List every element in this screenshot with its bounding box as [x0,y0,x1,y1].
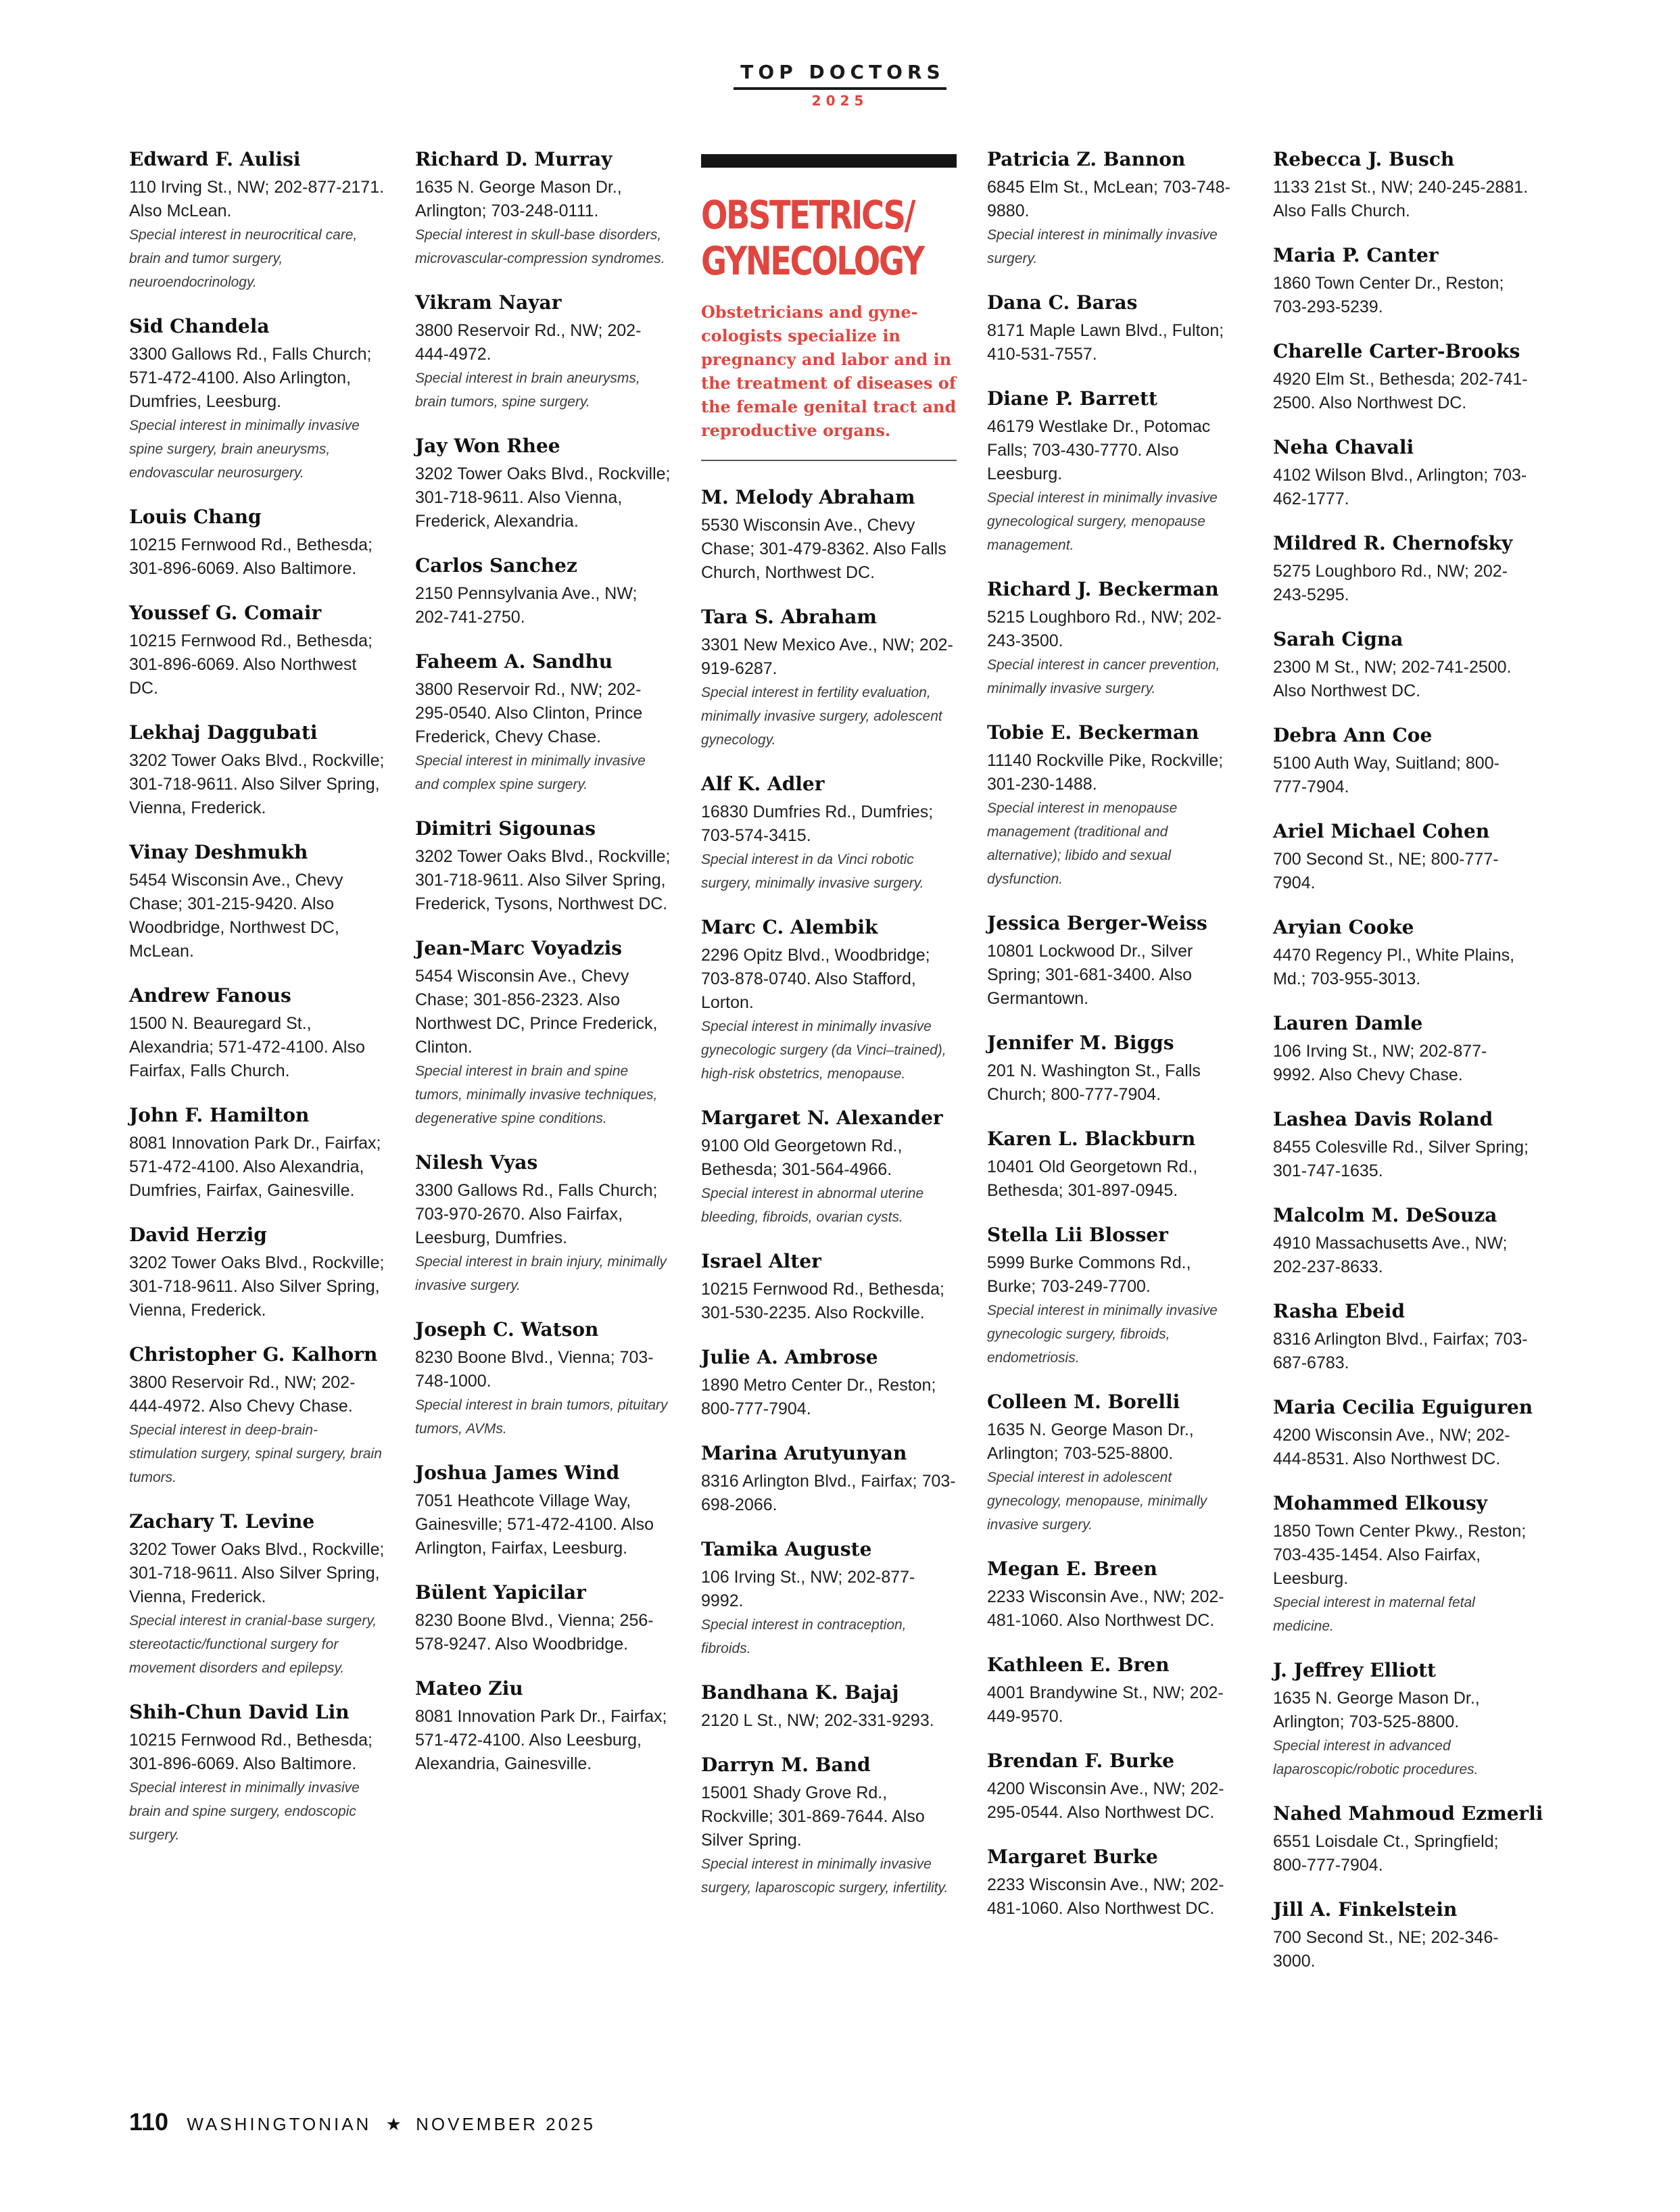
doctor-entry [701,772,957,895]
column-4 [987,147,1243,1941]
doctor-entry [701,1249,957,1325]
doctor-special-interest: Special interest in brain injury, minimally invasive surgery. [415,1254,667,1293]
doctor-name: Faheem A. Sandhu [415,650,613,673]
doctor-entry [415,147,671,270]
doctor-entry [415,1677,671,1776]
doctor-address: 8230 Boone Blvd., Vienna; 703-748-1000. [415,1348,654,1391]
doctor-special-interest: Special interest in brain tumors, pituitary tumors, AVMs. [415,1397,668,1437]
doctor-name: David Herzig [129,1224,267,1246]
section-year: 2025 [811,93,869,109]
section-title [701,192,955,284]
section-rule-bar [701,154,957,168]
doctor-address: 5454 Wisconsin Ave., Chevy Chase; 301-856-2323. Also Northwest DC, Prince Frederick, Clinton. [415,967,658,1057]
doctor-address: 7051 Heathcote Village Way, Gainesville; 571-472-4100. Also Arlington, Fairfax, Leesburg. [415,1491,654,1558]
doctor-address: 3202 Tower Oaks Blvd., Rockville; 301-718-9611. Also Silver Spring, Vienna, Frederick. [129,1540,385,1606]
doctor-address: 5100 Auth Way, Suitland; 800-777-7904. [1273,754,1499,796]
doctor-name: Sid Chandela [129,315,270,337]
doctor-special-interest: Special interest in adolescent gynecology, menopause, minimally invasive surgery. [987,1470,1207,1533]
doctor-name: Christopher G. Kalhorn [129,1343,378,1366]
doctor-address: 4001 Brandywine St., NW; 202-449-9570. [987,1683,1224,1726]
doctor-entry [129,1223,385,1322]
doctor-entry [129,1103,385,1203]
doctor-entry [701,1345,957,1421]
doctor-entry [701,1106,957,1229]
section-title-line-2: GYNECOLOGY [701,238,923,284]
doctor-name: J. Jeffrey Elliott [1273,1659,1436,1681]
doctor-name: Lauren Damle [1273,1012,1423,1034]
doctor-address: 2233 Wisconsin Ave., NW; 202-481-1060. Also Northwest DC. [987,1875,1224,1918]
doctor-entry [987,721,1243,891]
doctor-special-interest: Special interest in minimally invasive surgery. [987,227,1218,266]
doctor-entry [1273,531,1529,607]
doctor-special-interest: Special interest in brain aneurysms, brain tumors, spine surgery. [415,370,640,410]
doctor-name: M. Melody Abraham [701,486,915,508]
doctor-address: 3800 Reservoir Rd., NW; 202-444-4972. [415,321,642,364]
column-1 [129,147,385,1867]
doctor-entry [415,291,671,414]
doctor-entry [1273,1658,1529,1781]
doctor-entry [701,1681,957,1733]
doctor-name: Marina Arutyunyan [701,1442,907,1464]
doctor-entry [129,601,385,700]
doctor-name: Joseph C. Watson [415,1318,599,1341]
doctor-address: 1890 Metro Center Dr., Reston; 800-777-7904. [701,1376,936,1418]
doctor-entry [987,1845,1243,1921]
doctor-special-interest: Special interest in menopause management (traditional and alternative); libido and sexual dysfunction. [987,800,1178,887]
doctor-name: Colleen M. Borelli [987,1391,1180,1413]
doctor-entry [1273,243,1529,319]
doctor-address: 3800 Reservoir Rd., NW; 202-295-0540. Also Clinton, Prince Frederick, Chevy Chase. [415,680,643,746]
doctor-address: 10215 Fernwood Rd., Bethesda; 301-530-2235. Also Rockville. [701,1280,944,1322]
doctor-entry [1273,1491,1529,1638]
doctor-entry [987,1127,1243,1203]
doctor-special-interest: Special interest in maternal fetal medicine. [1273,1595,1475,1634]
doctor-name: Israel Alter [701,1250,821,1272]
page-header [0,61,1680,109]
doctor-name: Aryian Cooke [1273,916,1414,938]
doctor-address: 6845 Elm St., McLean; 703-748-9880. [987,178,1230,220]
doctor-name: Dana C. Baras [987,291,1138,314]
doctor-entry [415,817,671,916]
doctor-name: Maria P. Canter [1273,244,1439,266]
section-description: Obstetricians and gyne-cologists specialize in pregnancy and labor and in the treatment of diseases of the female genital tract and reproductive organs. [701,300,957,461]
doctor-address: 10401 Old Georgetown Rd., Bethesda; 301-897-0945. [987,1157,1198,1200]
doctor-address: 10801 Lockwood Dr., Silver Spring; 301-681-3400. Also Germantown. [987,942,1193,1008]
doctor-address: 3202 Tower Oaks Blvd., Rockville; 301-718-9611. Also Vienna, Frederick, Alexandria. [415,464,671,531]
doctor-entry [1273,147,1529,223]
doctor-address: 3202 Tower Oaks Blvd., Rockville; 301-718-9611. Also Silver Spring, Vienna, Frederick. [129,751,385,817]
doctor-special-interest: Special interest in fertility evaluation, minimally invasive surgery, adolescent gynecology. [701,685,942,748]
doctor-address: 1635 N. George Mason Dr., Arlington; 703-248-0111. [415,178,622,220]
doctor-address: 15001 Shady Grove Rd., Rockville; 301-869-7644. Also Silver Spring. [701,1783,925,1850]
doctor-address: 4920 Elm St., Bethesda; 202-741-2500. Also Northwest DC. [1273,370,1528,412]
doctor-special-interest: Special interest in minimally invasive spine surgery, brain aneurysms, endovascular neurosurgery. [129,418,360,481]
doctor-address: 8081 Innovation Park Dr., Fairfax; 571-472-4100. Also Leesburg, Alexandria, Gainesville. [415,1707,667,1773]
doctor-entry [1273,723,1529,799]
doctor-address: 4200 Wisconsin Ave., NW; 202-444-8531. Also Northwest DC. [1273,1426,1510,1468]
doctor-name: Jill A. Finkelstein [1273,1898,1458,1921]
issue-date: NOVEMBER 2025 [416,2114,596,2134]
doctor-name: Kathleen E. Bren [987,1654,1170,1676]
doctor-address: 3300 Gallows Rd., Falls Church; 703-970-2670. Also Fairfax, Leesburg, Dumfries. [415,1181,658,1247]
doctor-entry [701,1441,957,1517]
doctor-name: Darryn M. Band [701,1754,871,1776]
doctor-entry [1273,1395,1533,1471]
doctor-name: Jennifer M. Biggs [987,1032,1174,1054]
doctor-address: 2296 Opitz Blvd., Woodbridge; 703-878-0740. Also Stafford, Lorton. [701,946,930,1012]
doctor-name: Youssef G. Comair [129,602,322,624]
doctor-entry [701,485,957,585]
doctor-address: 3300 Gallows Rd., Falls Church; 571-472-4100. Also Arlington, Dumfries, Leesburg. [129,345,372,411]
doctor-address: 2120 L St., NW; 202-331-9293. [701,1711,934,1730]
doctor-entry [415,1151,671,1297]
doctor-name: Jay Won Rhee [415,435,560,457]
doctor-entry [129,984,385,1083]
doctor-entry [987,1749,1243,1825]
doctor-address: 5454 Wisconsin Ave., Chevy Chase; 301-215-9420. Also Woodbridge, Northwest DC, McLean. [129,871,343,961]
doctor-address: 9100 Old Georgetown Rd., Bethesda; 301-564-4966. [701,1136,903,1179]
doctor-special-interest: Special interest in minimally invasive brain and spine surgery, endoscopic surgery. [129,1780,360,1843]
page-number: 110 [129,2108,169,2136]
doctor-special-interest: Special interest in minimally invasive gynecologic surgery (da Vinci–trained), high-risk obstetrics, menopause. [701,1019,946,1082]
section-title-line-1: OBSTETRICS/ [701,192,915,238]
doctor-entry [129,505,385,581]
doctor-entry [1273,627,1529,703]
doctor-address: 5530 Wisconsin Ave., Chevy Chase; 301-479-8362. Also Falls Church, Northwest DC. [701,516,946,582]
doctor-name: Zachary T. Levine [129,1510,315,1533]
doctor-entry [415,1581,671,1656]
doctor-name: Charelle Carter-Brooks [1273,340,1520,362]
doctor-entry [987,1031,1243,1107]
doctor-entry [701,1753,957,1900]
doctor-entry [1273,1107,1529,1183]
doctor-address: 11140 Rockville Pike, Rockville; 301-230-1488. [987,751,1224,794]
doctor-address: 106 Irving St., NW; 202-877-9992. [701,1568,915,1610]
doctor-entry [415,936,671,1130]
doctor-name: Jessica Berger-Weiss [987,912,1207,934]
doctor-name: Neha Chavali [1273,436,1414,458]
doctor-entry [1273,819,1529,895]
doctor-special-interest: Special interest in deep-brain-stimulation surgery, spinal surgery, brain tumors. [129,1422,382,1485]
doctor-entry [1273,1802,1543,1877]
doctor-name: Tara S. Abraham [701,606,877,628]
doctor-name: Bülent Yapicilar [415,1581,586,1604]
doctor-address: 4470 Regency Pl., White Plains, Md.; 703-955-3013. [1273,946,1515,988]
doctor-name: Maria Cecilia Eguiguren [1273,1396,1533,1418]
doctor-entry [987,1557,1243,1633]
doctor-address: 3800 Reservoir Rd., NW; 202-444-4972. Also Chevy Chase. [129,1373,356,1416]
column-3-entries [701,485,957,1900]
doctor-address: 5215 Loughboro Rd., NW; 202-243-3500. [987,608,1222,650]
doctor-entry [701,1537,957,1660]
doctor-address: 16830 Dumfries Rd., Dumfries; 703-574-3415. [701,802,934,845]
doctor-special-interest: Special interest in da Vinci robotic surgery, minimally invasive surgery. [701,852,924,891]
doctor-name: Alf K. Adler [701,773,825,795]
doctor-entry [1273,1299,1529,1375]
doctor-name: Dimitri Sigounas [415,817,596,840]
doctor-special-interest: Special interest in minimally invasive gynecologic surgery, fibroids, endometriosis. [987,1303,1218,1366]
doctor-address: 1635 N. George Mason Dr., Arlington; 703-525-8800. [1273,1689,1480,1731]
doctor-entry [1273,1203,1529,1279]
doctor-special-interest: Special interest in cranial-base surgery, stereotactic/functional surgery for movement disorders and epilepsy. [129,1613,377,1676]
doctor-special-interest: Special interest in abnormal uterine bleeding, fibroids, ovarian cysts. [701,1186,924,1225]
doctor-address: 106 Irving St., NW; 202-877-9992. Also Chevy Chase. [1273,1042,1487,1084]
doctor-special-interest: Special interest in contraception, fibroids. [701,1617,907,1656]
magazine-name: WASHINGTONIAN [187,2114,372,2134]
doctor-address: 1850 Town Center Pkwy., Reston; 703-435-1454. Also Fairfax, Leesburg. [1273,1522,1527,1588]
doctor-name: Nilesh Vyas [415,1151,538,1174]
doctor-entry [415,554,671,629]
doctor-address: 3202 Tower Oaks Blvd., Rockville; 301-718-9611. Also Silver Spring, Vienna, Frederick. [129,1253,385,1320]
doctor-name: Shih-Chun David Lin [129,1701,350,1723]
doctor-name: John F. Hamilton [129,1104,310,1126]
doctor-special-interest: Special interest in skull-base disorders, microvascular-compression syndromes. [415,227,665,266]
doctor-address: 4200 Wisconsin Ave., NW; 202-295-0544. Also Northwest DC. [987,1779,1224,1822]
doctor-entry [1273,1011,1529,1087]
doctor-address: 4910 Massachusetts Ave., NW; 202-237-8633. [1273,1234,1508,1276]
doctor-address: 8316 Arlington Blvd., Fairfax; 703-687-6783. [1273,1330,1528,1372]
doctor-name: Mildred R. Chernofsky [1273,532,1513,554]
doctor-name: Richard D. Murray [415,148,613,170]
doctor-name: Andrew Fanous [129,984,291,1007]
doctor-name: Stella Lii Blosser [987,1224,1168,1246]
doctor-special-interest: Special interest in cancer prevention, minimally invasive surgery. [987,657,1220,696]
doctor-address: 4102 Wilson Blvd., Arlington; 703-462-1777. [1273,466,1527,508]
doctor-address: 700 Second St., NE; 202-346-3000. [1273,1928,1499,1971]
doctor-name: Bandhana K. Bajaj [701,1681,899,1704]
doctor-name: Jean-Marc Voyadzis [415,937,622,959]
doctor-entry [129,1510,385,1680]
doctor-address: 10215 Fernwood Rd., Bethesda; 301-896-6069. Also Northwest DC. [129,631,373,698]
doctor-name: Brendan F. Burke [987,1750,1174,1772]
doctor-special-interest: Special interest in neurocritical care, brain and tumor surgery, neuroendocrinology. [129,227,358,290]
star-icon: ★ [385,2114,402,2134]
doctor-name: Joshua James Wind [415,1462,620,1484]
doctor-entry [129,840,385,963]
doctor-name: Nahed Mahmoud Ezmerli [1273,1802,1543,1825]
page-footer [129,2108,596,2136]
doctor-special-interest: Special interest in minimally invasive gynecological surgery, menopause management. [987,490,1218,553]
doctor-address: 1635 N. George Mason Dr., Arlington; 703-525-8800. [987,1420,1194,1463]
doctor-address: 3301 New Mexico Ave., NW; 202-919-6287. [701,635,953,678]
doctor-name: Megan E. Breen [987,1558,1157,1580]
doctor-name: Lekhaj Daggubati [129,721,318,744]
doctor-entry [987,577,1243,700]
doctor-entry [987,911,1243,1011]
doctor-name: Karen L. Blackburn [987,1128,1196,1150]
doctor-entry [1273,915,1529,991]
doctor-name: Rebecca J. Busch [1273,148,1455,170]
doctor-name: Diane P. Barrett [987,387,1157,410]
doctor-name: Mohammed Elkousy [1273,1492,1488,1514]
doctor-address: 6551 Loisdale Ct., Springfield; 800-777-7904. [1273,1832,1499,1875]
doctor-entry [129,721,385,820]
column-2 [415,147,671,1796]
doctor-name: Marc C. Alembik [701,916,878,938]
doctor-entry [701,605,957,752]
doctor-name: Ariel Michael Cohen [1273,820,1490,842]
doctor-entry [129,1700,385,1847]
doctor-address: 1860 Town Center Dr., Reston; 703-293-5239. [1273,274,1504,316]
doctor-entry [415,650,671,796]
doctor-name: Tamika Auguste [701,1538,872,1560]
doctor-address: 1133 21st St., NW; 240-245-2881. Also Falls Church. [1273,178,1529,220]
doctor-special-interest: Special interest in minimally invasive surgery, laparoscopic surgery, infertility. [701,1856,949,1896]
doctor-name: Vinay Deshmukh [129,841,308,863]
doctor-address: 10215 Fernwood Rd., Bethesda; 301-896-6069. Also Baltimore. [129,535,373,578]
doctor-name: Patricia Z. Bannon [987,148,1186,170]
doctor-address: 3202 Tower Oaks Blvd., Rockville; 301-718-9611. Also Silver Spring, Frederick, Tysons, Northwest DC. [415,847,671,913]
doctor-address: 46179 Westlake Dr., Potomac Falls; 703-430-7770. Also Leesburg. [987,417,1211,483]
doctor-address: 5999 Burke Commons Rd., Burke; 703-249-7700. [987,1253,1191,1296]
doctor-entry [1273,435,1529,511]
doctor-address: 201 N. Washington St., Falls Church; 800-777-7904. [987,1061,1201,1104]
doctor-name: Rasha Ebeid [1273,1300,1406,1322]
doctor-name: Carlos Sanchez [415,554,577,577]
doctor-name: Louis Chang [129,506,262,528]
doctor-name: Edward F. Aulisi [129,148,301,170]
doctor-address: 10215 Fernwood Rd., Bethesda; 301-896-6069. Also Baltimore. [129,1731,373,1773]
doctor-address: 1500 N. Beauregard St., Alexandria; 571-472-4100. Also Fairfax, Falls Church. [129,1014,365,1080]
doctor-name: Richard J. Beckerman [987,578,1219,600]
doctor-address: 8230 Boone Blvd., Vienna; 256-578-9247. Also Woodbridge. [415,1611,654,1654]
doctor-entry [1273,1898,1529,1973]
doctor-entry [415,1318,671,1441]
doctor-special-interest: Special interest in brain and spine tumors, minimally invasive techniques, degenerative spine conditions. [415,1063,658,1126]
doctor-entry [1273,339,1529,415]
doctor-special-interest: Special interest in minimally invasive and complex spine surgery. [415,753,646,792]
doctor-name: Margaret N. Alexander [701,1107,943,1129]
doctor-name: Julie A. Ambrose [701,1346,878,1368]
doctor-name: Margaret Burke [987,1846,1158,1868]
doctor-name: Mateo Ziu [415,1677,523,1700]
doctor-address: 5275 Loughboro Rd., NW; 202-243-5295. [1273,562,1508,604]
doctor-special-interest: Special interest in advanced laparoscopic/robotic procedures. [1273,1738,1479,1777]
doctor-entry [701,915,957,1086]
doctor-name: Debra Ann Coe [1273,724,1433,746]
section-kicker: TOP DOCTORS [734,61,946,90]
doctor-entry [987,1390,1243,1537]
doctor-name: Lashea Davis Roland [1273,1108,1493,1130]
doctor-entry [415,1461,671,1560]
doctor-entry [129,1343,385,1489]
doctor-address: 2233 Wisconsin Ave., NW; 202-481-1060. Also Northwest DC. [987,1587,1224,1630]
doctor-entry [987,1653,1243,1729]
doctor-entry [987,291,1243,366]
doctor-address: 8081 Innovation Park Dr., Fairfax; 571-472-4100. Also Alexandria, Dumfries, Fairfax, Gainesville. [129,1134,381,1200]
column-5 [1273,147,1543,1994]
doctor-entry [987,1223,1243,1370]
doctor-address: 700 Second St., NE; 800-777-7904. [1273,850,1499,892]
doctor-address: 2150 Pennsylvania Ave., NW; 202-741-2750. [415,584,638,627]
doctor-address: 8171 Maple Lawn Blvd., Fulton; 410-531-7557. [987,321,1224,364]
doctor-name: Sarah Cigna [1273,628,1403,650]
doctor-entry [987,387,1243,557]
doctor-address: 8455 Colesville Rd., Silver Spring; 301-747-1635. [1273,1138,1529,1180]
doctor-entry [129,314,385,485]
doctor-address: 110 Irving St., NW; 202-877-2171. Also McLean. [129,178,385,220]
doctor-name: Malcolm M. DeSouza [1273,1204,1497,1226]
doctor-address: 8316 Arlington Blvd., Fairfax; 703-698-2066. [701,1472,956,1514]
doctor-name: Tobie E. Beckerman [987,721,1199,744]
doctor-entry [129,147,385,294]
column-3 [701,147,957,1920]
doctor-entry [987,147,1243,270]
doctor-name: Vikram Nayar [415,291,562,314]
doctor-entry [415,434,671,533]
doctor-address: 2300 M St., NW; 202-741-2500. Also Northwest DC. [1273,658,1512,700]
